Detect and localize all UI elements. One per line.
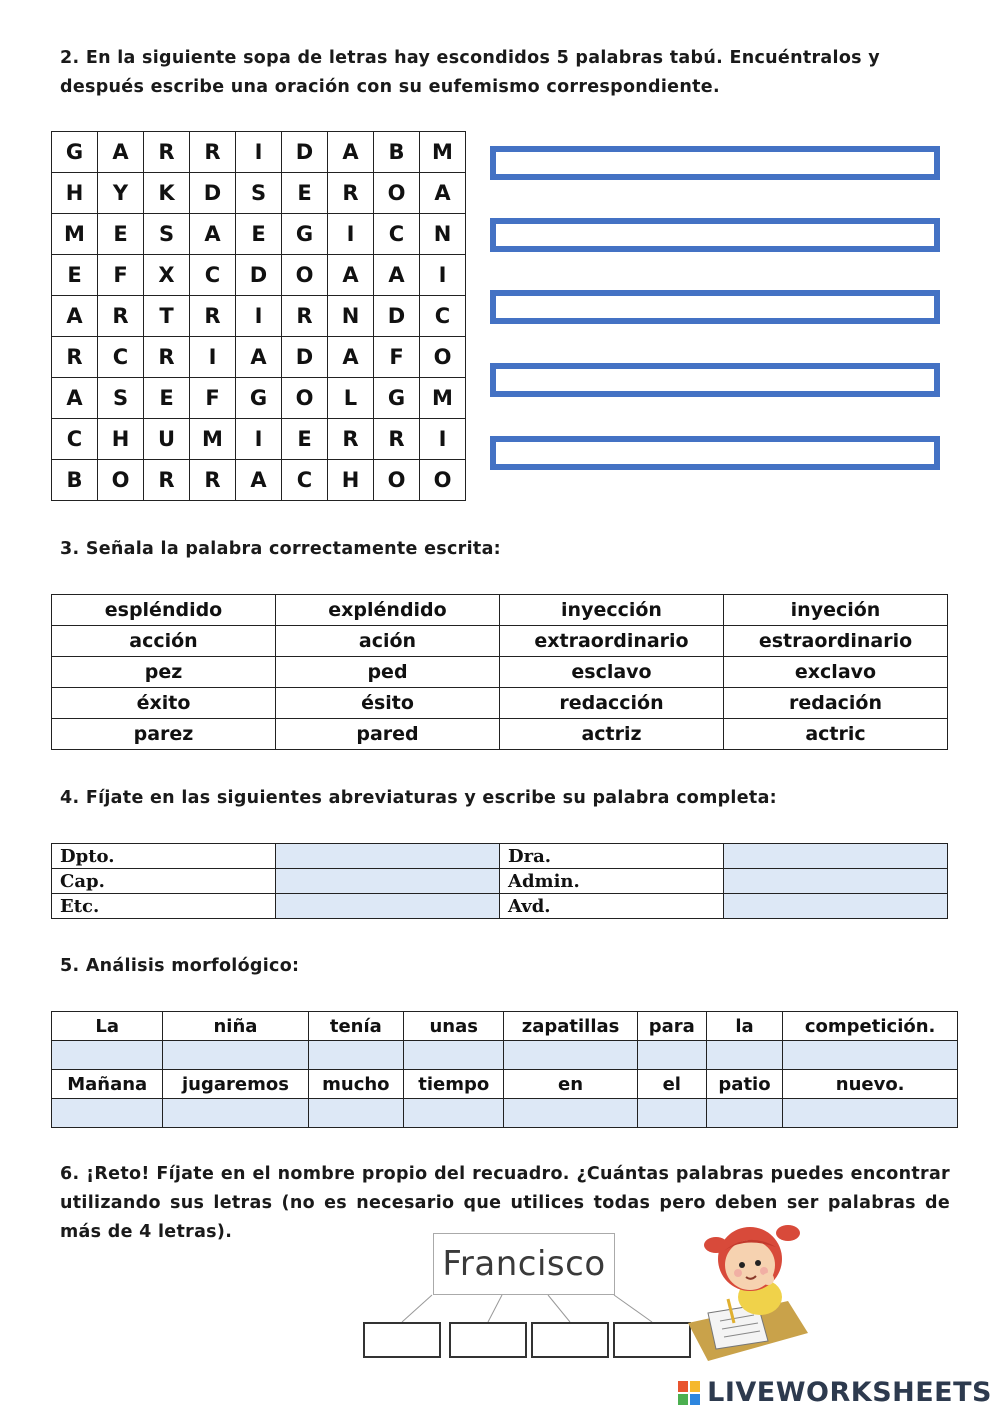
grid-letter: G xyxy=(52,132,98,173)
grid-letter: C xyxy=(52,419,98,460)
grid-letter: A xyxy=(98,132,144,173)
brand-text: LIVEWORKSHEETS xyxy=(707,1377,992,1408)
grid-letter: I xyxy=(190,337,236,378)
morphology-word: La xyxy=(52,1012,163,1041)
grid-letter: O xyxy=(374,460,420,501)
spelling-option[interactable]: pared xyxy=(276,719,500,750)
morphology-word: niña xyxy=(163,1012,308,1041)
grid-letter: B xyxy=(52,460,98,501)
grid-letter: M xyxy=(52,214,98,255)
abbreviation-label: Dra. xyxy=(500,844,724,869)
grid-letter: I xyxy=(420,255,466,296)
grid-letter: O xyxy=(282,255,328,296)
grid-letter: F xyxy=(98,255,144,296)
grid-letter: R xyxy=(190,460,236,501)
grid-letter: H xyxy=(98,419,144,460)
grid-letter: R xyxy=(144,337,190,378)
morphology-word: mucho xyxy=(308,1070,404,1099)
spelling-option[interactable]: estraordinario xyxy=(724,626,948,657)
grid-letter: I xyxy=(236,419,282,460)
spelling-option[interactable]: esclavo xyxy=(500,657,724,688)
grid-letter: R xyxy=(374,419,420,460)
grid-letter: E xyxy=(282,419,328,460)
spelling-option[interactable]: parez xyxy=(52,719,276,750)
grid-letter: F xyxy=(190,378,236,419)
morphology-word: para xyxy=(637,1012,706,1041)
grid-letter: X xyxy=(144,255,190,296)
grid-letter: C xyxy=(282,460,328,501)
liveworksheets-logo-icon xyxy=(677,1380,701,1406)
grid-letter: M xyxy=(420,378,466,419)
grid-letter: A xyxy=(328,255,374,296)
grid-letter: E xyxy=(144,378,190,419)
spelling-option[interactable]: inyección xyxy=(500,595,724,626)
morphology-word: unas xyxy=(404,1012,504,1041)
spelling-option[interactable]: redacción xyxy=(500,688,724,719)
abbreviation-label: Admin. xyxy=(500,869,724,894)
abbreviation-label: Cap. xyxy=(52,869,276,894)
morphology-word: competición. xyxy=(783,1012,958,1041)
word-input-box-2[interactable] xyxy=(449,1322,527,1358)
grid-letter: A xyxy=(52,378,98,419)
grid-letter: A xyxy=(328,337,374,378)
grid-letter: R xyxy=(190,132,236,173)
grid-letter: G xyxy=(282,214,328,255)
grid-letter: R xyxy=(144,132,190,173)
grid-letter: C xyxy=(374,214,420,255)
grid-letter: D xyxy=(282,132,328,173)
grid-letter: A xyxy=(52,296,98,337)
word-input-box-1[interactable] xyxy=(363,1322,441,1358)
morphology-word: tenía xyxy=(308,1012,404,1041)
grid-letter: G xyxy=(236,378,282,419)
grid-letter: N xyxy=(420,214,466,255)
abbreviation-label: Dpto. xyxy=(52,844,276,869)
word-input-box-4[interactable] xyxy=(613,1322,691,1358)
grid-letter: R xyxy=(98,296,144,337)
grid-letter: R xyxy=(144,460,190,501)
q4-instruction: 4. Fíjate en las siguientes abreviaturas y escribe su palabra completa: xyxy=(60,788,777,808)
spelling-option[interactable]: inyeción xyxy=(724,595,948,626)
grid-letter: N xyxy=(328,296,374,337)
grid-letter: I xyxy=(236,296,282,337)
spelling-option[interactable]: redación xyxy=(724,688,948,719)
grid-letter: O xyxy=(420,460,466,501)
morphology-word: patio xyxy=(706,1070,783,1099)
grid-letter: D xyxy=(282,337,328,378)
grid-letter: E xyxy=(236,214,282,255)
q3-instruction: 3. Señala la palabra correctamente escrita: xyxy=(60,539,501,559)
grid-letter: R xyxy=(328,173,374,214)
grid-letter: S xyxy=(98,378,144,419)
spelling-option[interactable]: ésito xyxy=(276,688,500,719)
grid-letter: S xyxy=(236,173,282,214)
morphology-word: en xyxy=(504,1070,637,1099)
grid-letter: A xyxy=(190,214,236,255)
spelling-option[interactable]: exclavo xyxy=(724,657,948,688)
grid-letter: O xyxy=(374,173,420,214)
grid-letter: R xyxy=(282,296,328,337)
grid-letter: O xyxy=(420,337,466,378)
grid-letter: T xyxy=(144,296,190,337)
grid-letter: A xyxy=(328,132,374,173)
morphology-word: jugaremos xyxy=(163,1070,308,1099)
spelling-option[interactable]: actric xyxy=(724,719,948,750)
grid-letter: C xyxy=(190,255,236,296)
morphology-word: tiempo xyxy=(404,1070,504,1099)
grid-letter: Y xyxy=(98,173,144,214)
grid-letter: I xyxy=(236,132,282,173)
grid-letter: O xyxy=(98,460,144,501)
grid-letter: D xyxy=(190,173,236,214)
grid-letter: E xyxy=(98,214,144,255)
grid-letter: F xyxy=(374,337,420,378)
q6-instruction: 6. ¡Reto! Fíjate en el nombre propio del recuadro. ¿Cuántas palabras puedes encontrar utilizando sus letras (no es necesario que utilices todas pero deben ser palabras de más de 4 letras). xyxy=(60,1164,950,1242)
q5-instruction: 5. Análisis morfológico: xyxy=(60,956,300,976)
morphology-word: el xyxy=(637,1070,706,1099)
liveworksheets-logo xyxy=(677,1377,992,1408)
grid-letter: R xyxy=(328,419,374,460)
spelling-option[interactable]: acción xyxy=(52,626,276,657)
spelling-option[interactable]: éxito xyxy=(52,688,276,719)
grid-letter: K xyxy=(144,173,190,214)
morphology-word: nuevo. xyxy=(783,1070,958,1099)
spelling-option[interactable]: ación xyxy=(276,626,500,657)
spelling-option[interactable]: expléndido xyxy=(276,595,500,626)
grid-letter: O xyxy=(282,378,328,419)
grid-letter: M xyxy=(420,132,466,173)
morphology-word: zapatillas xyxy=(504,1012,637,1041)
grid-letter: A xyxy=(420,173,466,214)
grid-letter: U xyxy=(144,419,190,460)
grid-letter: E xyxy=(282,173,328,214)
word-input-box-3[interactable] xyxy=(531,1322,609,1358)
grid-letter: C xyxy=(98,337,144,378)
morphology-word: Mañana xyxy=(52,1070,163,1099)
grid-letter: S xyxy=(144,214,190,255)
grid-letter: D xyxy=(236,255,282,296)
grid-letter: M xyxy=(190,419,236,460)
grid-letter: E xyxy=(52,255,98,296)
grid-letter: H xyxy=(52,173,98,214)
grid-letter: L xyxy=(328,378,374,419)
grid-letter: R xyxy=(52,337,98,378)
morphology-word: la xyxy=(706,1012,783,1041)
grid-letter: C xyxy=(420,296,466,337)
grid-letter: A xyxy=(236,337,282,378)
proper-name-box: Francisco xyxy=(433,1233,615,1295)
grid-letter: D xyxy=(374,296,420,337)
spelling-option[interactable]: ped xyxy=(276,657,500,688)
grid-letter: R xyxy=(190,296,236,337)
grid-letter: A xyxy=(236,460,282,501)
grid-letter: H xyxy=(328,460,374,501)
spelling-option[interactable]: extraordinario xyxy=(500,626,724,657)
grid-letter: A xyxy=(374,255,420,296)
spelling-option[interactable]: pez xyxy=(52,657,276,688)
spelling-option[interactable]: actriz xyxy=(500,719,724,750)
grid-letter: I xyxy=(420,419,466,460)
spelling-option[interactable]: espléndido xyxy=(52,595,276,626)
grid-letter: B xyxy=(374,132,420,173)
q2-instruction: 2. En la siguiente sopa de letras hay escondidos 5 palabras tabú. Encuéntralos y después escribe una oración con su eufemismo correspondiente. xyxy=(60,48,880,97)
grid-letter: G xyxy=(374,378,420,419)
abbreviation-label: Etc. xyxy=(52,894,276,919)
grid-letter: I xyxy=(328,214,374,255)
girl-writing-illustration xyxy=(688,1213,808,1363)
abbreviation-label: Avd. xyxy=(500,894,724,919)
